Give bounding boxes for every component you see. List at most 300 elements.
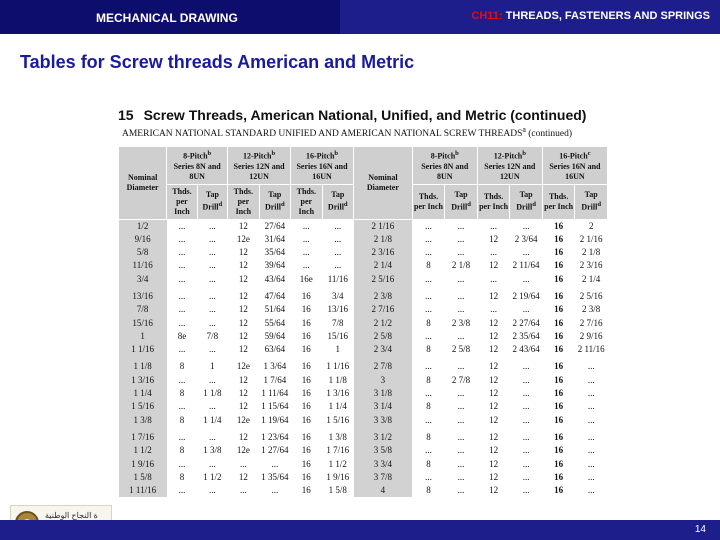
table-cell: 8 [426, 260, 431, 271]
table-cell: 1 3/8 [119, 414, 167, 427]
table-cell: ... [522, 485, 530, 496]
table-cell: 8 [426, 485, 431, 496]
table-cell: ... [209, 304, 216, 315]
table-cell: 8 [426, 401, 431, 412]
table-cell: 16 [554, 361, 564, 372]
table-cell: 2 3/16 [579, 260, 603, 271]
table-cell: 2 11/16 [577, 344, 605, 355]
table-cell: ... [457, 247, 465, 258]
table-subtitle [122, 125, 572, 139]
table-cell: ... [178, 304, 186, 315]
table-cell: 2 1/4 [354, 259, 413, 272]
table-cell: 12 [238, 290, 248, 301]
table-cell: 1 5/8 [328, 485, 347, 496]
table-cell: 1/2 [119, 219, 167, 233]
table-cell: 8 [179, 414, 185, 425]
table-cell: ... [425, 414, 432, 425]
table-cell: 12e [236, 233, 250, 244]
table-cell: 2 1/16 [354, 219, 413, 233]
table-cell: 1 1/16 [119, 343, 167, 356]
table-cell: 12 [238, 273, 248, 284]
table-cell: 16e [299, 273, 313, 284]
table-cell: ... [178, 260, 186, 271]
table-cell: 12 [489, 330, 499, 341]
table-cell: 3 3/8 [354, 414, 413, 427]
table-cell: 16 [554, 485, 564, 496]
table-cell: 12e [236, 445, 250, 456]
table-cell: ... [490, 247, 497, 258]
header-tap-drill [197, 184, 227, 219]
header-group-8-pitch-left [167, 147, 228, 185]
table-cell: ... [178, 220, 186, 231]
header-group-series: Series 16N and 16UN [549, 161, 601, 181]
table-cell: ... [587, 471, 595, 482]
table-cell: 1 [335, 344, 341, 355]
table-cell: 1 1/2 [119, 444, 167, 457]
table-cell: 12 [489, 431, 499, 442]
table-cell: 12 [489, 260, 499, 271]
table-cell: ... [587, 361, 595, 372]
table-cell: 2 27/64 [512, 317, 540, 328]
header-tap-drill-text: Tap Drill [516, 190, 533, 212]
header-tap-drill [510, 184, 543, 219]
table-cell: 1 19/64 [261, 414, 289, 425]
table-cell: 2 3/8 [354, 290, 413, 303]
table-cell: ... [178, 458, 186, 469]
table-cell: 12 [489, 458, 499, 469]
table-cell: ... [522, 458, 530, 469]
table-cell: ... [490, 304, 497, 315]
table-cell: ... [178, 273, 186, 284]
table-cell: ... [178, 485, 186, 496]
header-group-footnote: b [522, 150, 526, 157]
table-cell: 1 35/64 [261, 471, 289, 482]
table-cell: 12 [238, 388, 248, 399]
table-cell: 8e [177, 330, 187, 341]
table-cell: 1 23/64 [261, 431, 289, 442]
table-cell: ... [522, 401, 530, 412]
header-group-footnote: b [271, 150, 276, 157]
header-tap-drill [322, 184, 353, 219]
table-cell: 16 [301, 344, 311, 355]
table-cell: 2 5/16 [354, 273, 413, 286]
table-cell: ... [490, 273, 497, 284]
table-cell: 12 [489, 388, 499, 399]
table-cell: 1 1/8 [328, 374, 347, 385]
table-cell: ... [334, 260, 342, 271]
table-cell: ... [178, 290, 186, 301]
table-cell: ... [334, 233, 342, 244]
table-cell: 16 [301, 304, 311, 315]
table-cell: 2 7/8 [354, 360, 413, 373]
table-cell: ... [522, 431, 530, 442]
header-thds-per-inch: Thds. per Inch [291, 184, 322, 219]
table-cell: 8 [426, 431, 431, 442]
header-tap-drill-footnote: d [467, 201, 471, 209]
table-cell: 12 [238, 220, 248, 231]
table-cell: 16 [554, 247, 564, 258]
table-cell: ... [209, 290, 216, 301]
table-row [119, 316, 608, 329]
header-tap-drill-text: Tap Drill [327, 190, 345, 212]
table-cell: ... [425, 445, 432, 456]
table-subtitle-text: AMERICAN NATIONAL STANDARD UNIFIED AND AMERICAN NATIONAL SCREW THREADS [122, 129, 523, 140]
table-cell: 2 [588, 220, 594, 231]
chapter-prefix: CH11: [471, 10, 503, 22]
table-cell: ... [522, 304, 530, 315]
table-cell: 3/4 [332, 290, 344, 301]
table-cell: ... [209, 317, 216, 328]
table-cell: 1 1/16 [326, 361, 350, 372]
table-cell: 16 [301, 471, 311, 482]
table-cell: 16 [554, 388, 564, 399]
table-cell: ... [239, 485, 247, 496]
table-cell: ... [425, 330, 432, 341]
table-cell: 11/16 [119, 259, 167, 272]
table-cell: 8 [426, 374, 431, 385]
table-cell: 16 [301, 485, 311, 496]
table-row [119, 343, 608, 356]
table-cell: 2 5/8 [354, 330, 413, 343]
table-cell: 12 [238, 304, 248, 315]
table-cell: 2 1/8 [451, 260, 471, 271]
table-cell: ... [178, 233, 186, 244]
table-cell: 3 1/2 [354, 431, 413, 444]
table-row [119, 414, 608, 427]
header-group-footnote: b [207, 150, 212, 157]
table-title [118, 107, 586, 123]
table-cell: 12 [238, 317, 248, 328]
table-cell: ... [457, 458, 465, 469]
header-tap-drill-footnote: d [280, 201, 285, 209]
table-title-text: Screw Threads, American National, Unified, and Metric (continued) [143, 107, 587, 123]
table-cell: ... [425, 304, 432, 315]
table-cell: 16 [554, 273, 564, 284]
header-group-footnote: c [587, 150, 591, 157]
table-cell: 27/64 [264, 220, 286, 231]
table-cell: 16 [554, 344, 564, 355]
table-cell: ... [209, 485, 216, 496]
header-tap-drill-footnote: d [218, 201, 223, 209]
table-cell: ... [587, 485, 595, 496]
table-cell: 1 3/8 [328, 431, 347, 442]
table-cell: 1 15/64 [261, 401, 289, 412]
header-tap-drill [259, 184, 290, 219]
course-label: MECHANICAL DRAWING [96, 11, 238, 25]
table-cell: 8 [179, 388, 185, 399]
table-row [119, 246, 608, 259]
header-tap-drill-footnote: d [343, 201, 348, 209]
table-cell: 16 [554, 374, 564, 385]
table-cell: 2 1/8 [354, 233, 413, 246]
header-group-series: Series 16N and 16UN [296, 161, 348, 181]
chapter-label [471, 10, 710, 22]
table-cell: 16 [301, 361, 311, 372]
table-cell: ... [457, 388, 465, 399]
table-cell: 4 [354, 484, 413, 497]
table-cell: 2 7/8 [451, 374, 471, 385]
header-bar [0, 0, 720, 34]
header-group-series: Series 12N and 12UN [233, 161, 285, 181]
table-cell: 1 1/8 [203, 388, 222, 399]
header-tap-drill-footnote: d [532, 201, 536, 209]
table-cell: 8 [179, 471, 185, 482]
table-cell: 16 [554, 414, 564, 425]
table-cell: ... [457, 233, 465, 244]
table-cell: 8 [179, 361, 185, 372]
table-cell: ... [178, 344, 186, 355]
table-cell: 12 [238, 471, 248, 482]
table-cell: 2 3/64 [514, 233, 538, 244]
header-tap-drill-text: Tap Drill [264, 190, 282, 212]
table-row [119, 444, 608, 457]
table-cell: 16 [554, 445, 564, 456]
table-cell: ... [587, 374, 595, 385]
table-cell: 2 1/4 [582, 273, 601, 284]
table-cell: 13/16 [327, 304, 349, 315]
table-cell: 55/64 [264, 317, 286, 328]
table-cell: ... [178, 317, 186, 328]
table-cell: ... [334, 247, 342, 258]
table-cell: ... [209, 458, 216, 469]
table-cell: ... [425, 290, 432, 301]
table-cell: 16 [554, 317, 564, 328]
header-group-series: Series 8N and 8UN [421, 161, 469, 181]
header-tap-drill-text: Tap Drill [451, 190, 468, 212]
header-tap-drill [575, 184, 608, 219]
table-cell: 2 5/16 [579, 290, 603, 301]
table-cell: 31/64 [264, 233, 286, 244]
header-nominal-diameter-right: Nominal Diameter [354, 147, 413, 220]
header-nominal-diameter-left: Nominal Diameter [119, 147, 167, 220]
table-cell: ... [522, 220, 530, 231]
table-cell: 1 1/4 [119, 387, 167, 400]
table-cell: ... [209, 344, 216, 355]
header-group-title: 16-Pitch [305, 151, 335, 161]
table-cell: 1 5/8 [119, 471, 167, 484]
table-cell: 7/8 [206, 330, 219, 341]
table-cell: 5/8 [119, 246, 167, 259]
chapter-title: THREADS, FASTENERS AND SPRINGS [505, 10, 710, 22]
table-cell: ... [239, 458, 247, 469]
table-cell: 1 5/16 [326, 414, 350, 425]
table-cell: 12 [489, 445, 499, 456]
table-cell: 1 11/64 [261, 388, 289, 399]
table-cell: 12 [238, 344, 248, 355]
table-cell: 2 3/8 [451, 317, 471, 328]
table-cell: 12 [489, 414, 499, 425]
table-cell: ... [457, 220, 465, 231]
table-cell: ... [522, 414, 530, 425]
table-cell: ... [302, 220, 310, 231]
table-cell: ... [209, 220, 216, 231]
header-group-8-pitch-right [412, 147, 477, 185]
table-cell: ... [522, 388, 530, 399]
header-group-footnote: b [455, 150, 459, 157]
table-cell: 1 1/4 [203, 414, 222, 425]
table-cell: 1 [210, 361, 215, 372]
table-cell: ... [302, 260, 310, 271]
table-cell: 3 3/4 [354, 457, 413, 470]
table-cell: ... [425, 388, 432, 399]
table-cell: ... [302, 247, 310, 258]
header-group-16-pitch-left [291, 147, 354, 185]
table-cell: 15/16 [327, 330, 349, 341]
table-cell: 16 [301, 374, 311, 385]
table-cell: 1 11/16 [119, 484, 167, 497]
header-thds-per-inch: Thds. per Inch [412, 184, 445, 219]
table-cell: 12 [489, 361, 499, 372]
table-cell: 16 [554, 233, 564, 244]
table-row [119, 400, 608, 413]
table-cell: 12 [489, 317, 499, 328]
table-cell: 16 [554, 330, 564, 341]
table-cell: 1 3/64 [263, 361, 287, 372]
table-cell: ... [334, 220, 342, 231]
table-cell: 12 [238, 247, 248, 258]
table-cell: ... [522, 247, 530, 258]
table-cell: 2 35/64 [512, 330, 540, 341]
screw-thread-table [118, 146, 608, 497]
header-group-footnote: b [334, 150, 339, 157]
table-cell: 1 1/4 [328, 401, 347, 412]
table-cell: 16 [301, 431, 311, 442]
table-cell: 15/16 [119, 316, 167, 329]
table-cell: 16 [301, 290, 311, 301]
table-cell: 1 3/16 [119, 374, 167, 387]
table-cell: ... [457, 485, 465, 496]
table-row [119, 374, 608, 387]
table-cell: 2 1/16 [579, 233, 603, 244]
table-cell: ... [209, 374, 216, 385]
table-cell: ... [457, 290, 465, 301]
table-number: 15 [118, 107, 134, 123]
table-cell: 2 11/64 [512, 260, 540, 271]
table-row [119, 431, 608, 444]
table-cell: 8 [426, 458, 431, 469]
table-cell: 16 [301, 388, 311, 399]
table-cell: ... [587, 458, 595, 469]
slide-title: Tables for Screw threads American and Metric [20, 52, 415, 72]
table-cell: 1 1/2 [328, 458, 347, 469]
table-cell: 13/16 [119, 290, 167, 303]
table-cell: 12 [489, 233, 499, 244]
table-cell: 12 [238, 330, 248, 341]
logo-arabic-text: ة النجاح الوطنية [45, 511, 98, 520]
table-cell: 16 [301, 445, 311, 456]
table-cell: 2 5/8 [451, 344, 471, 355]
table-cell: 11/16 [327, 273, 348, 284]
table-cell: 12 [489, 485, 499, 496]
header-tap-drill [445, 184, 478, 219]
table-cell: 16 [554, 471, 564, 482]
table-cell: ... [209, 233, 216, 244]
table-cell: 16 [301, 317, 311, 328]
table-cell: ... [522, 273, 530, 284]
table-cell: 1 [119, 330, 167, 343]
table-row [119, 303, 608, 316]
table-cell: 1 1/2 [203, 471, 222, 482]
table-cell: 39/64 [264, 260, 286, 271]
header-group-title: 16-Pitch [559, 151, 588, 161]
table-cell: 16 [301, 458, 311, 469]
table-cell: ... [209, 401, 216, 412]
table-cell: ... [522, 374, 530, 385]
table-cell: ... [178, 247, 186, 258]
table-cell: 16 [554, 290, 564, 301]
footer-bar [0, 520, 720, 540]
table-cell: 16 [301, 330, 311, 341]
table-cell: ... [587, 414, 595, 425]
table-cell: 12 [489, 471, 499, 482]
table-cell: ... [457, 445, 465, 456]
table-cell: ... [457, 361, 465, 372]
page-number: 14 [694, 524, 706, 535]
table-cell: ... [425, 471, 432, 482]
table-cell: 1 7/64 [263, 374, 287, 385]
table-cell: 35/64 [264, 247, 286, 258]
table-cell: ... [425, 361, 432, 372]
table-cell: ... [425, 247, 432, 258]
header-group-series: Series 8N and 8UN [173, 161, 221, 181]
table-cell: 12 [489, 344, 499, 355]
table-cell: 12 [238, 260, 248, 271]
table-cell: 2 3/16 [354, 246, 413, 259]
table-row [119, 360, 608, 373]
table-cell: 1 9/16 [119, 457, 167, 470]
table-row [119, 387, 608, 400]
table-cell: ... [587, 445, 595, 456]
table-cell: 12 [238, 401, 248, 412]
table-row [119, 290, 608, 303]
header-row-groups [119, 147, 608, 185]
table-cell: ... [457, 471, 465, 482]
table-cell: 12 [238, 374, 248, 385]
table-cell: ... [271, 458, 279, 469]
header-tap-drill-text: Tap Drill [202, 190, 219, 212]
table-subtitle-footnote: a [522, 125, 526, 134]
table-cell: 59/64 [264, 330, 286, 341]
header-thds-per-inch: Thds. per Inch [228, 184, 259, 219]
table-cell: 2 7/16 [579, 317, 603, 328]
table-cell: ... [457, 273, 465, 284]
table-cell: 2 1/2 [354, 316, 413, 329]
header-thds-per-inch: Thds. per Inch [167, 184, 197, 219]
table-cell: 12e [236, 414, 250, 425]
table-cell: 12 [489, 401, 499, 412]
table-cell: ... [209, 431, 216, 442]
table-cell: ... [587, 388, 595, 399]
table-cell: ... [302, 233, 310, 244]
header-group-title: 8-Pitch [430, 151, 456, 161]
table-cell: 16 [554, 220, 564, 231]
table-cell: 2 9/16 [579, 330, 603, 341]
table-cell: 12 [489, 290, 499, 301]
table-cell: ... [490, 220, 497, 231]
table-cell: 3/4 [119, 273, 167, 286]
header-group-series: Series 12N and 12UN [484, 161, 536, 181]
table-cell: 2 3/4 [354, 343, 413, 356]
header-group-title: 12-Pitch [243, 151, 272, 161]
table-row [119, 471, 608, 484]
table-cell: ... [425, 273, 432, 284]
table-cell: ... [178, 431, 186, 442]
table-cell: 8 [179, 445, 185, 456]
table-row [119, 219, 608, 233]
table-cell: 7/8 [119, 303, 167, 316]
table-cell: 16 [554, 304, 564, 315]
header-group-16-pitch-right [542, 147, 607, 185]
